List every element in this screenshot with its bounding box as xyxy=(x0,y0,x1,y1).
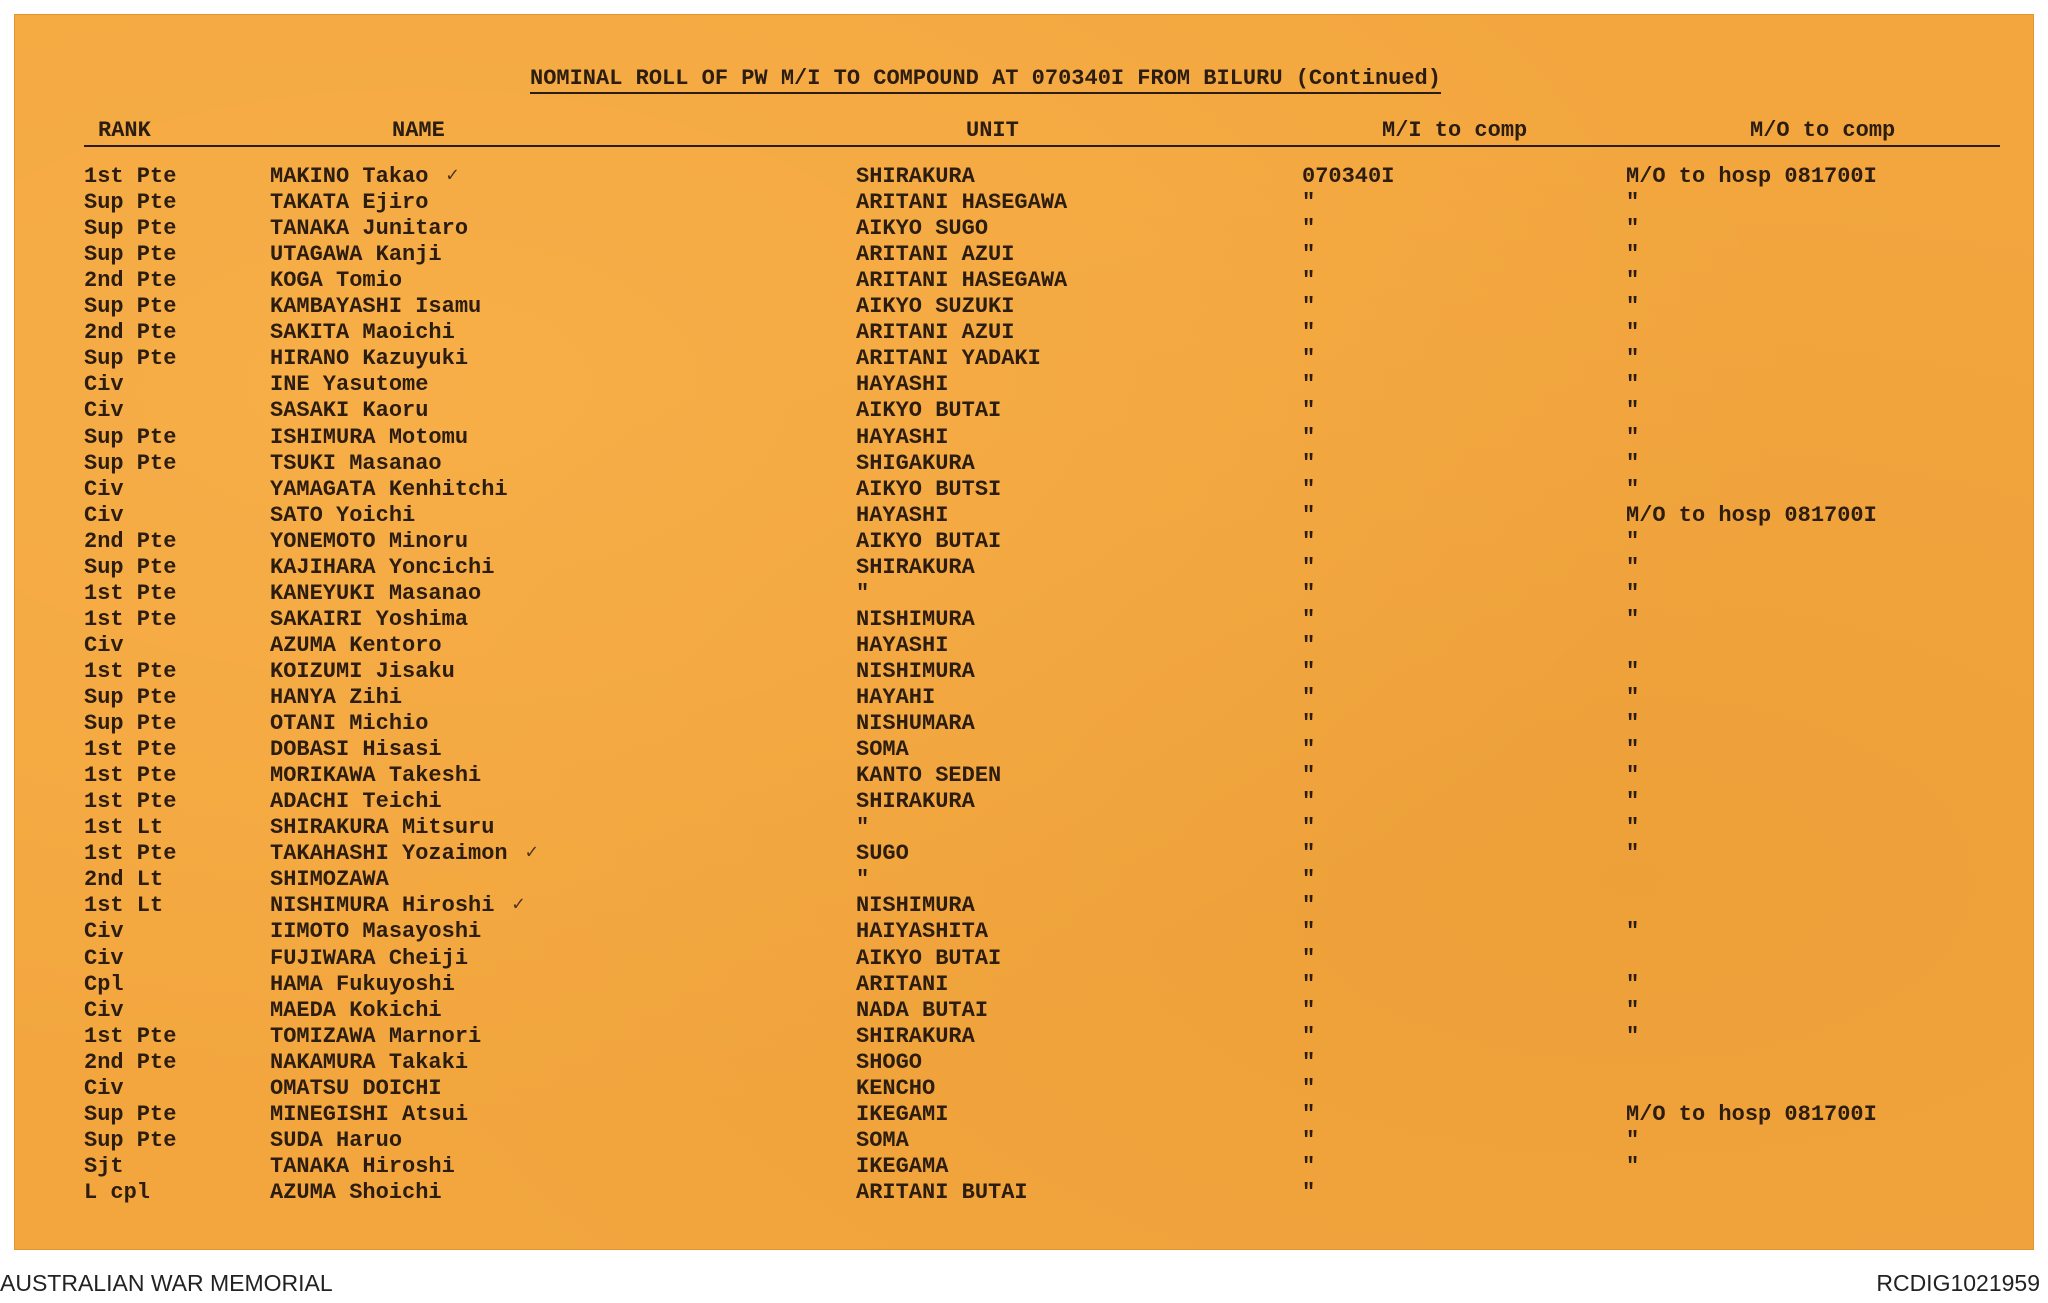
mo-cell: " xyxy=(1626,1154,1640,1179)
rank-cell: Civ xyxy=(84,398,124,423)
unit-cell: SOMA xyxy=(856,737,909,762)
rank-cell: Sup Pte xyxy=(84,216,177,241)
mi-cell: " xyxy=(1302,425,1316,450)
name-cell: SHIMOZAWA xyxy=(270,867,389,892)
name-cell: OMATSU DOICHI xyxy=(270,1076,442,1101)
table-row xyxy=(14,453,2034,479)
mi-cell: " xyxy=(1302,789,1316,814)
rank-cell: 1st Pte xyxy=(84,581,177,606)
checkmark-icon: ✓ xyxy=(446,165,459,188)
mi-cell: " xyxy=(1302,216,1316,241)
unit-cell: SHIRAKURA xyxy=(856,789,975,814)
rank-cell: L cpl xyxy=(84,1180,151,1205)
unit-cell: AIKYO BUTSI xyxy=(856,477,1002,502)
rank-cell: Civ xyxy=(84,919,124,944)
column-header-mi: M/I to comp xyxy=(1382,118,1528,143)
name-cell: AZUMA Kentoro xyxy=(270,633,442,658)
rank-cell: 2nd Pte xyxy=(84,529,177,554)
name-cell: KANEYUKI Masanao xyxy=(270,581,482,606)
header-rule xyxy=(84,145,2000,147)
table-row xyxy=(14,479,2034,505)
unit-cell: HAYASHI xyxy=(856,633,949,658)
mi-cell: " xyxy=(1302,1024,1316,1049)
name-cell: DOBASI Hisasi xyxy=(270,737,442,762)
mi-cell: 070340I xyxy=(1302,164,1395,189)
mo-cell: " xyxy=(1626,1128,1640,1153)
table-row xyxy=(14,713,2034,739)
table-row xyxy=(14,609,2034,635)
table-row xyxy=(14,765,2034,791)
table-row xyxy=(14,791,2034,817)
unit-cell: ARITANI AZUI xyxy=(856,242,1015,267)
name-cell: MINEGISHI Atsui xyxy=(270,1102,469,1127)
rank-cell: Sup Pte xyxy=(84,242,177,267)
mo-cell: " xyxy=(1626,711,1640,736)
mi-cell: " xyxy=(1302,919,1316,944)
footer-credit: AUSTRALIAN WAR MEMORIAL xyxy=(0,1270,333,1296)
mi-cell: " xyxy=(1302,529,1316,554)
mi-cell: " xyxy=(1302,737,1316,762)
table-row xyxy=(14,557,2034,583)
mi-cell: " xyxy=(1302,451,1316,476)
mi-cell: " xyxy=(1302,320,1316,345)
mi-cell: " xyxy=(1302,607,1316,632)
unit-cell: " xyxy=(856,815,870,840)
mo-cell: " xyxy=(1626,555,1640,580)
mo-cell: " xyxy=(1626,190,1640,215)
mo-cell: " xyxy=(1626,659,1640,684)
table-row xyxy=(14,1000,2034,1026)
mi-cell: " xyxy=(1302,190,1316,215)
rank-cell: 1st Pte xyxy=(84,841,177,866)
unit-cell: HAYAHI xyxy=(856,685,936,710)
mi-cell: " xyxy=(1302,1128,1316,1153)
table-row xyxy=(14,661,2034,687)
table-row xyxy=(14,1104,2034,1130)
mi-cell: " xyxy=(1302,398,1316,423)
unit-cell: HAYASHI xyxy=(856,372,949,397)
mi-cell: " xyxy=(1302,1076,1316,1101)
unit-cell: ARITANI HASEGAWA xyxy=(856,268,1068,293)
unit-cell: SHIRAKURA xyxy=(856,1024,975,1049)
unit-cell: ARITANI xyxy=(856,972,949,997)
name-cell: TSUKI Masanao xyxy=(270,451,442,476)
mo-cell: " xyxy=(1626,685,1640,710)
mo-cell: " xyxy=(1626,372,1640,397)
mi-cell: " xyxy=(1302,477,1316,502)
rank-cell: 1st Pte xyxy=(84,659,177,684)
name-cell: NAKAMURA Takaki xyxy=(270,1050,469,1075)
rank-cell: Sup Pte xyxy=(84,346,177,371)
name-cell: FUJIWARA Cheiji xyxy=(270,946,469,971)
unit-cell: IKEGAMI xyxy=(856,1102,949,1127)
rank-cell: Civ xyxy=(84,372,124,397)
mi-cell: " xyxy=(1302,763,1316,788)
unit-cell: KANTO SEDEN xyxy=(856,763,1002,788)
mo-cell: " xyxy=(1626,425,1640,450)
table-row xyxy=(14,921,2034,947)
unit-cell: ARITANI HASEGAWA xyxy=(856,190,1068,215)
column-header-rank: RANK xyxy=(98,118,151,143)
table-row xyxy=(14,400,2034,426)
name-cell: YAMAGATA Kenhitchi xyxy=(270,477,508,502)
table-row xyxy=(14,635,2034,661)
rank-cell: Sup Pte xyxy=(84,685,177,710)
name-cell: TANAKA Hiroshi xyxy=(270,1154,455,1179)
mo-cell: " xyxy=(1626,841,1640,866)
rank-cell: Sup Pte xyxy=(84,425,177,450)
rank-cell: 2nd Pte xyxy=(84,268,177,293)
name-cell: AZUMA Shoichi xyxy=(270,1180,442,1205)
name-cell: SATO Yoichi xyxy=(270,503,416,528)
mi-cell: " xyxy=(1302,1180,1316,1205)
table-row xyxy=(14,687,2034,713)
mi-cell: " xyxy=(1302,711,1316,736)
rank-cell: Civ xyxy=(84,503,124,528)
name-cell: TAKAHASHI Yozaimon xyxy=(270,841,508,866)
mi-cell: " xyxy=(1302,346,1316,371)
table-row xyxy=(14,218,2034,244)
rank-cell: 2nd Lt xyxy=(84,867,164,892)
name-cell: OTANI Michio xyxy=(270,711,429,736)
unit-cell: IKEGAMA xyxy=(856,1154,949,1179)
unit-cell: AIKYO BUTAI xyxy=(856,946,1002,971)
name-cell: TAKATA Ejiro xyxy=(270,190,429,215)
unit-cell: KENCHO xyxy=(856,1076,936,1101)
name-cell: MAKINO Takao xyxy=(270,164,429,189)
rank-cell: 1st Lt xyxy=(84,893,164,918)
mo-cell: " xyxy=(1626,1024,1640,1049)
name-cell: SUDA Haruo xyxy=(270,1128,403,1153)
unit-cell: ARITANI BUTAI xyxy=(856,1180,1028,1205)
table-row xyxy=(14,948,2034,974)
table-row xyxy=(14,192,2034,218)
unit-cell: NISHIMURA xyxy=(856,607,975,632)
unit-cell: SHIGAKURA xyxy=(856,451,975,476)
mo-cell: " xyxy=(1626,789,1640,814)
table-row xyxy=(14,869,2034,895)
table-row xyxy=(14,1052,2034,1078)
name-cell: SHIRAKURA Mitsuru xyxy=(270,815,495,840)
rank-cell: Sup Pte xyxy=(84,555,177,580)
name-cell: MAEDA Kokichi xyxy=(270,998,442,1023)
table-row xyxy=(14,322,2034,348)
table-row xyxy=(14,843,2034,869)
rank-cell: Civ xyxy=(84,633,124,658)
mi-cell: " xyxy=(1302,294,1316,319)
rank-cell: 1st Pte xyxy=(84,607,177,632)
mo-cell: " xyxy=(1626,763,1640,788)
table-row xyxy=(14,1026,2034,1052)
rank-cell: 1st Pte xyxy=(84,763,177,788)
table-row xyxy=(14,817,2034,843)
name-cell: TANAKA Junitaro xyxy=(270,216,469,241)
table-row xyxy=(14,974,2034,1000)
checkmark-icon: ✓ xyxy=(525,842,538,865)
table-row xyxy=(14,270,2034,296)
table-row xyxy=(14,244,2034,270)
mi-cell: " xyxy=(1302,581,1316,606)
name-cell: NISHIMURA Hiroshi xyxy=(270,893,495,918)
mo-cell: " xyxy=(1626,972,1640,997)
mo-cell: " xyxy=(1626,607,1640,632)
rank-cell: Civ xyxy=(84,946,124,971)
table-row xyxy=(14,374,2034,400)
mo-cell: " xyxy=(1626,268,1640,293)
mo-cell: " xyxy=(1626,346,1640,371)
unit-cell: AIKYO SUZUKI xyxy=(856,294,1015,319)
rank-cell: 1st Pte xyxy=(84,737,177,762)
rank-cell: Sup Pte xyxy=(84,1128,177,1153)
rank-cell: Sjt xyxy=(84,1154,124,1179)
rank-cell: 1st Pte xyxy=(84,789,177,814)
table-row xyxy=(14,531,2034,557)
table-row xyxy=(14,505,2034,531)
name-cell: KOIZUMI Jisaku xyxy=(270,659,455,684)
unit-cell: NISHIMURA xyxy=(856,893,975,918)
mo-cell: " xyxy=(1626,242,1640,267)
mi-cell: " xyxy=(1302,659,1316,684)
name-cell: SAKAIRI Yoshima xyxy=(270,607,469,632)
unit-cell: SOMA xyxy=(856,1128,909,1153)
name-cell: KAJIHARA Yoncichi xyxy=(270,555,495,580)
unit-cell: " xyxy=(856,581,870,606)
name-cell: HANYA Zihi xyxy=(270,685,403,710)
mo-cell: " xyxy=(1626,477,1640,502)
column-header-name: NAME xyxy=(392,118,445,143)
mo-cell: " xyxy=(1626,216,1640,241)
mi-cell: " xyxy=(1302,867,1316,892)
mo-cell: " xyxy=(1626,581,1640,606)
name-cell: ADACHI Teichi xyxy=(270,789,442,814)
rank-cell: Sup Pte xyxy=(84,711,177,736)
table-row xyxy=(14,1182,2034,1208)
checkmark-icon: ✓ xyxy=(512,894,525,917)
name-cell: SASAKI Kaoru xyxy=(270,398,429,423)
unit-cell: NISHUMARA xyxy=(856,711,975,736)
mi-cell: " xyxy=(1302,946,1316,971)
name-cell: UTAGAWA Kanji xyxy=(270,242,442,267)
rank-cell: Sup Pte xyxy=(84,190,177,215)
table-row xyxy=(14,583,2034,609)
mi-cell: " xyxy=(1302,1154,1316,1179)
table-row xyxy=(14,895,2034,921)
mi-cell: " xyxy=(1302,503,1316,528)
unit-cell: NISHIMURA xyxy=(856,659,975,684)
rank-cell: Civ xyxy=(84,998,124,1023)
name-cell: HAMA Fukuyoshi xyxy=(270,972,455,997)
document-title: NOMINAL ROLL OF PW M/I TO COMPOUND AT 070340I FROM BILURU (Continued) xyxy=(530,66,1441,94)
mi-cell: " xyxy=(1302,268,1316,293)
rank-cell: Sup Pte xyxy=(84,294,177,319)
mi-cell: " xyxy=(1302,242,1316,267)
rank-cell: 2nd Pte xyxy=(84,320,177,345)
mo-cell: " xyxy=(1626,320,1640,345)
mi-cell: " xyxy=(1302,1102,1316,1127)
mo-cell: " xyxy=(1626,737,1640,762)
rank-cell: Civ xyxy=(84,477,124,502)
mi-cell: " xyxy=(1302,998,1316,1023)
mi-cell: " xyxy=(1302,685,1316,710)
rank-cell: Cpl xyxy=(84,972,124,997)
table-row xyxy=(14,1078,2034,1104)
unit-cell: ARITANI YADAKI xyxy=(856,346,1041,371)
mi-cell: " xyxy=(1302,633,1316,658)
mo-cell: " xyxy=(1626,529,1640,554)
mi-cell: " xyxy=(1302,815,1316,840)
mo-cell: M/O to hosp 081700I xyxy=(1626,1102,1877,1127)
name-cell: KOGA Tomio xyxy=(270,268,403,293)
unit-cell: SHIRAKURA xyxy=(856,164,975,189)
unit-cell: AIKYO SUGO xyxy=(856,216,989,241)
rank-cell: 1st Lt xyxy=(84,815,164,840)
name-cell: SAKITA Maoichi xyxy=(270,320,455,345)
table-row xyxy=(14,1156,2034,1182)
rank-cell: Sup Pte xyxy=(84,451,177,476)
unit-cell: ARITANI AZUI xyxy=(856,320,1015,345)
name-cell: YONEMOTO Minoru xyxy=(270,529,469,554)
table-row xyxy=(14,296,2034,322)
mo-cell: " xyxy=(1626,451,1640,476)
unit-cell: SHOGO xyxy=(856,1050,923,1075)
name-cell: TOMIZAWA Marnori xyxy=(270,1024,482,1049)
mi-cell: " xyxy=(1302,1050,1316,1075)
mi-cell: " xyxy=(1302,893,1316,918)
column-header-unit: UNIT xyxy=(966,118,1019,143)
unit-cell: AIKYO BUTAI xyxy=(856,398,1002,423)
rank-cell: 1st Pte xyxy=(84,164,177,189)
unit-cell: AIKYO BUTAI xyxy=(856,529,1002,554)
unit-cell: NADA BUTAI xyxy=(856,998,989,1023)
name-cell: HIRANO Kazuyuki xyxy=(270,346,469,371)
table-row xyxy=(14,739,2034,765)
table-row xyxy=(14,166,2034,192)
name-cell: KAMBAYASHI Isamu xyxy=(270,294,482,319)
name-cell: IIMOTO Masayoshi xyxy=(270,919,482,944)
unit-cell: " xyxy=(856,867,870,892)
document-sheet xyxy=(14,14,2034,1250)
mo-cell: " xyxy=(1626,998,1640,1023)
rank-cell: Civ xyxy=(84,1076,124,1101)
mi-cell: " xyxy=(1302,972,1316,997)
table-row xyxy=(14,1130,2034,1156)
mi-cell: " xyxy=(1302,555,1316,580)
unit-cell: HAYASHI xyxy=(856,425,949,450)
mi-cell: " xyxy=(1302,841,1316,866)
mo-cell: " xyxy=(1626,398,1640,423)
mo-cell: " xyxy=(1626,815,1640,840)
footer-id: RCDIG1021959 xyxy=(1876,1270,2040,1296)
unit-cell: HAIYASHITA xyxy=(856,919,989,944)
mi-cell: " xyxy=(1302,372,1316,397)
mo-cell: M/O to hosp 081700I xyxy=(1626,503,1877,528)
unit-cell: HAYASHI xyxy=(856,503,949,528)
column-header-mo: M/O to comp xyxy=(1750,118,1896,143)
unit-cell: SHIRAKURA xyxy=(856,555,975,580)
name-cell: MORIKAWA Takeshi xyxy=(270,763,482,788)
rank-cell: Sup Pte xyxy=(84,1102,177,1127)
rank-cell: 2nd Pte xyxy=(84,1050,177,1075)
rank-cell: 1st Pte xyxy=(84,1024,177,1049)
mo-cell: M/O to hosp 081700I xyxy=(1626,164,1877,189)
unit-cell: SUGO xyxy=(856,841,909,866)
name-cell: ISHIMURA Motomu xyxy=(270,425,469,450)
mo-cell: " xyxy=(1626,294,1640,319)
table-row xyxy=(14,348,2034,374)
mo-cell: " xyxy=(1626,919,1640,944)
name-cell: INE Yasutome xyxy=(270,372,429,397)
table-row xyxy=(14,427,2034,453)
